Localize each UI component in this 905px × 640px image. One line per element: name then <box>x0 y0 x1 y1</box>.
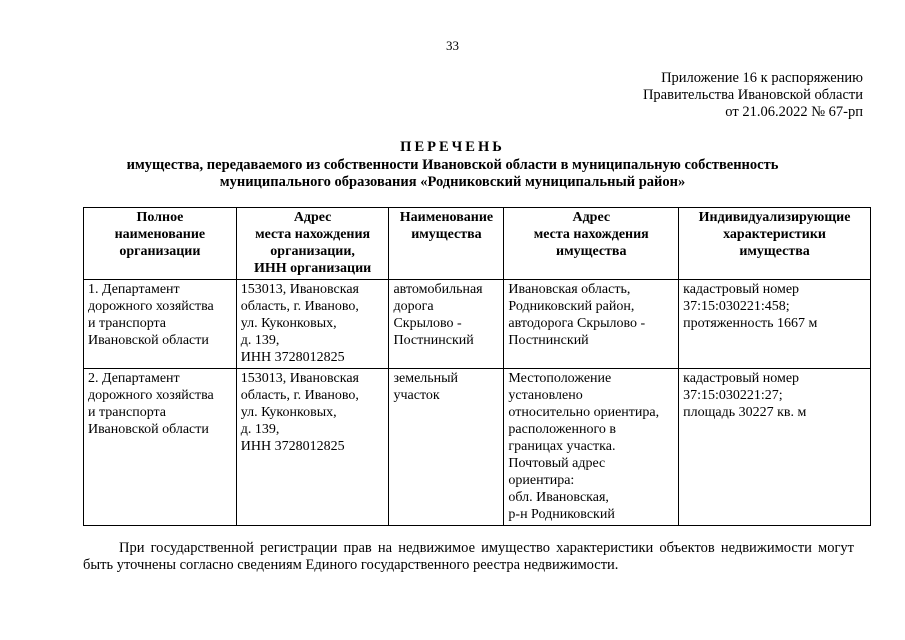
header-org-address: Адрес места нахождения организации, ИНН организации <box>236 208 389 280</box>
cell-property-name: земельный участок <box>389 369 504 526</box>
cell-property-address: Местоположение установлено относительно ориентира, расположенного в границах участка. Почтовый адрес ориентира: обл. Ивановская, р-н Родниковский <box>504 369 679 526</box>
header-characteristics: Индивидуализирующие характеристики имущества <box>679 208 871 280</box>
table-header-row <box>84 208 871 280</box>
cell-org-name: 1. Департамент дорожного хозяйства и транспорта Ивановской области <box>84 280 237 369</box>
cell-characteristics: кадастровый номер 37:15:030221:458; протяженность 1667 м <box>679 280 871 369</box>
appendix-line: от 21.06.2022 № 67-рп <box>725 104 863 120</box>
header-org-name: Полное наименование организации <box>84 208 237 280</box>
appendix-reference <box>643 70 863 121</box>
appendix-line: Правительства Ивановской области <box>642 87 863 103</box>
document-title: ПЕРЕЧЕНЬ <box>400 139 505 155</box>
header-property-name: Наименование имущества <box>389 208 504 280</box>
document-subtitle <box>0 157 905 191</box>
appendix-line: Приложение 16 к распоряжению <box>661 70 863 86</box>
cell-property-name: автомобильная дорога Скрылово - Постнинский <box>389 280 504 369</box>
cell-org-address: 153013, Ивановская область, г. Иваново, ул. Куконковых, д. 139, ИНН 3728012825 <box>236 369 389 526</box>
cell-org-name: 2. Департамент дорожного хозяйства и транспорта Ивановской области <box>84 369 237 526</box>
header-property-address: Адрес места нахождения имущества <box>504 208 679 280</box>
table-row <box>84 280 871 369</box>
property-table <box>83 207 871 526</box>
page-number: 33 <box>446 38 459 53</box>
registration-note: При государственной регистрации прав на недвижимое имущество характеристики объектов недвижимости могут быть уточнены согласно сведениям Единого государственного реестра недвижимости. <box>83 540 854 573</box>
subtitle-line: имущества, передаваемого из собственности Ивановской области в муниципальную собственность <box>126 157 779 173</box>
cell-characteristics: кадастровый номер 37:15:030221:27; площадь 30227 кв. м <box>679 369 871 526</box>
cell-org-address: 153013, Ивановская область, г. Иваново, ул. Куконковых, д. 139, ИНН 3728012825 <box>236 280 389 369</box>
table-row <box>84 369 871 526</box>
cell-property-address: Ивановская область, Родниковский район, автодорога Скрылово - Постнинский <box>504 280 679 369</box>
subtitle-line: муниципального образования «Родниковский муниципальный район» <box>219 174 686 190</box>
